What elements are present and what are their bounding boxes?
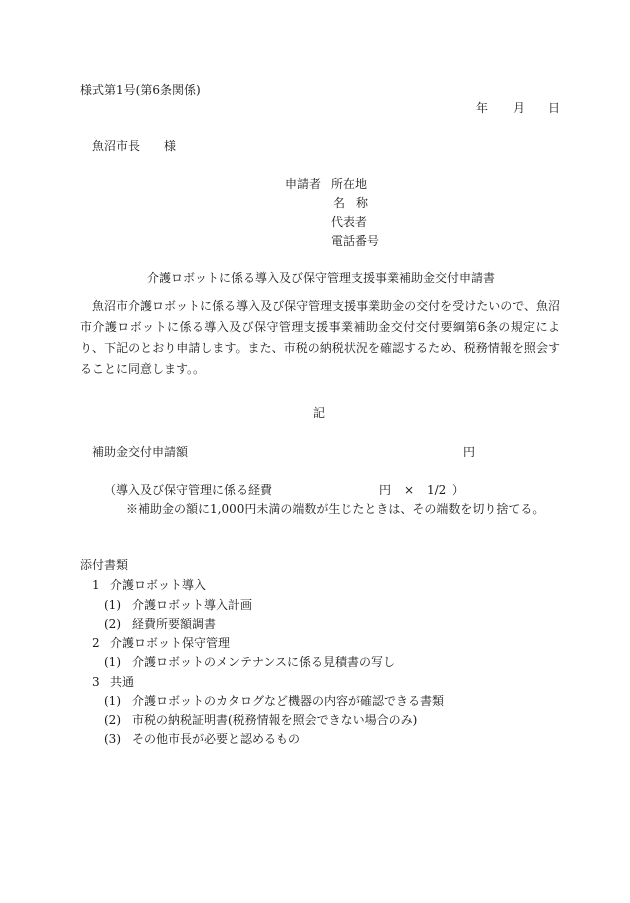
section-3-item-2-number: (2) [104,713,121,727]
section-3-title: 共通 [110,675,135,689]
attachments-heading: 添付書類 [80,558,129,572]
applicant-address-label: 所在地 [331,177,368,191]
section-1-number: 1 [92,578,100,592]
section-3-item-2-text: 市税の納税証明書(税務情報を照会できない場合のみ) [132,713,418,727]
date-month-label: 月 [513,101,526,115]
section-3-item-3-number: (3) [104,732,121,746]
expense-ratio: 1/2 [427,483,447,497]
body-paragraph: 魚沼市介護ロボットに係る導入及び保守管理支援事業助金の交付を受けたいので、魚沼市介護ロボットに係る導入及び保守管理支援事業補助金交付交付要綱第6条の規定により、下記のとおり申請します。また、市税の納税状況を確認するため、税務情報を照会することに同意します。。 [80,299,560,376]
section-3-item-1-text: 介護ロボットのカタログなど機器の内容が確認できる書類 [132,694,445,708]
expense-open: （導入及び保守管理に係る経費 [104,483,273,497]
form-number: 様式第1号(第6条関係) [80,83,201,97]
amount-unit: 円 [463,445,476,459]
section-3-item-1-number: (1) [104,694,121,708]
expense-close: ） [452,483,465,497]
section-3-item-3-text: その他市長が必要と認めるもの [132,732,301,746]
addressee-title: 魚沼市長 [92,139,141,153]
amount-label: 補助金交付申請額 [92,445,189,459]
addressee-honorific: 様 [164,139,177,153]
applicant-representative-label: 代表者 [331,215,368,229]
section-1-item-1-number: (1) [104,598,121,612]
section-1-item-1-text: 介護ロボット導入計画 [132,598,253,612]
section-2-number: 2 [92,636,100,650]
section-1-title: 介護ロボット導入 [110,578,207,592]
document-title: 介護ロボットに係る導入及び保守管理支援事業補助金交付申請書 [147,271,496,285]
applicant-name-char-2: 称 [356,196,369,210]
date-year-label: 年 [476,101,489,115]
expense-times: × [404,483,415,497]
section-2-item-1-number: (1) [104,655,121,669]
date-day-label: 日 [548,101,561,115]
section-1-item-2-text: 経費所要額調書 [132,617,217,631]
applicant-name-char-1: 名 [333,196,346,210]
ki-heading: 記 [313,406,326,420]
section-1-item-2-number: (2) [104,617,121,631]
applicant-label: 申請者 [285,177,322,191]
applicant-phone-label: 電話番号 [331,234,380,248]
rounding-note: ※補助金の額に1,000円未満の端数が生じたときは、その端数を切り捨てる。 [126,502,545,516]
section-2-item-1-text: 介護ロボットのメンテナンスに係る見積書の写し [132,655,396,669]
section-3-number: 3 [92,675,100,689]
section-2-title: 介護ロボット保守管理 [110,636,231,650]
expense-unit: 円 [379,483,392,497]
